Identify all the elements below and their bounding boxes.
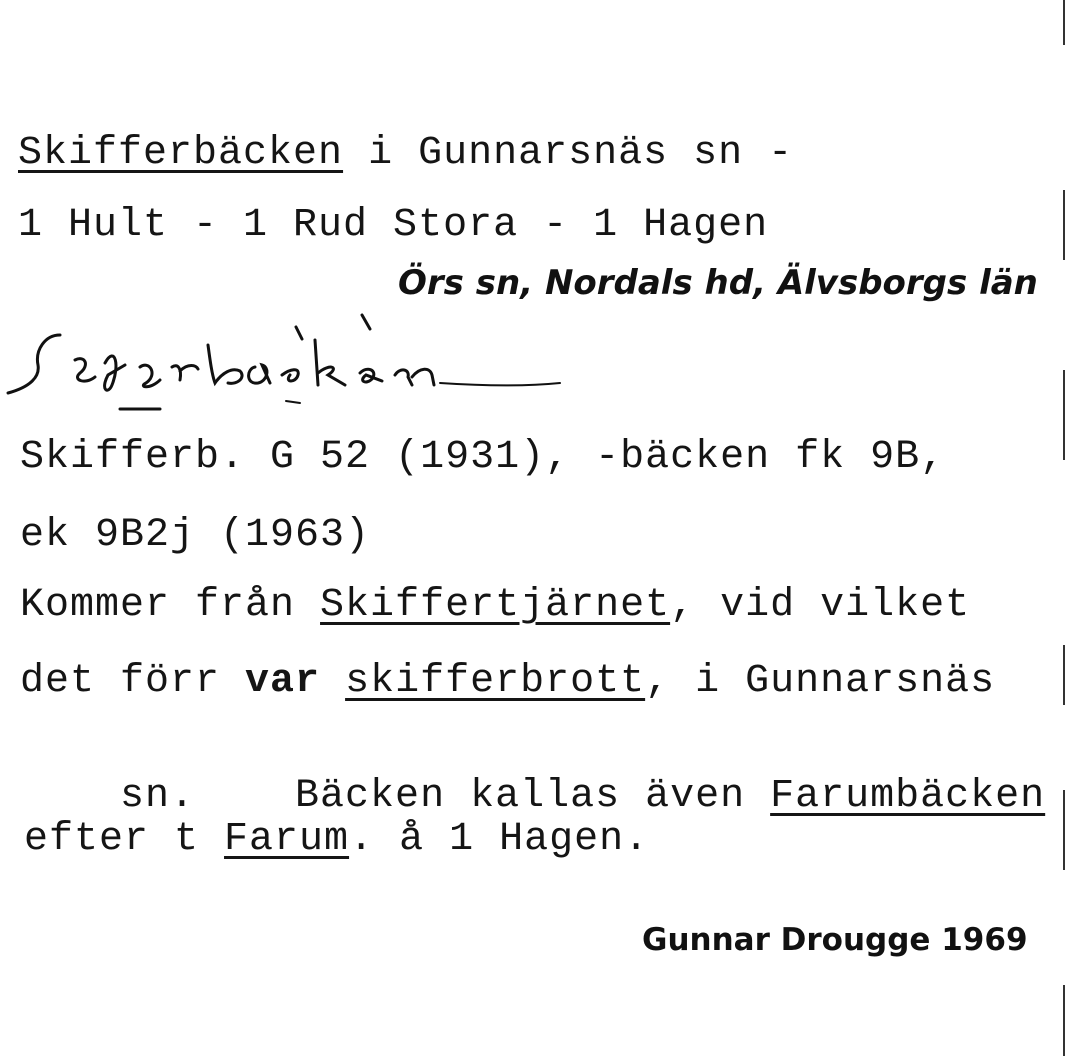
alternate-name: Farumbäcken bbox=[770, 774, 1046, 819]
referenced-lake: Skiffertjärnet bbox=[320, 583, 671, 628]
farms-line: 1 Hult - 1 Rud Stora - 1 Hagen bbox=[18, 203, 769, 248]
body-text bbox=[320, 659, 345, 704]
body-text: det förr bbox=[20, 659, 246, 704]
card-edge-line bbox=[1063, 0, 1065, 45]
body-text: , vid vilket bbox=[670, 583, 971, 628]
body-text: sn. Bäcken kallas även bbox=[120, 774, 771, 819]
handwritten-pronunciation bbox=[0, 305, 615, 425]
place-name: Skifferbäcken bbox=[18, 131, 344, 176]
card-edge-line bbox=[1063, 370, 1065, 460]
heading-rest: i Gunnarsnäs sn - bbox=[343, 131, 794, 176]
body-line-1 bbox=[20, 583, 971, 628]
pronunciation-text: Sḕfərbǟkən bbox=[610, 305, 615, 306]
referenced-quarry: skifferbrott bbox=[345, 659, 646, 704]
body-text-bold: var bbox=[245, 659, 321, 704]
sources-line-1: Skifferb. G 52 (1931), -bäcken fk 9B, bbox=[20, 435, 946, 480]
signature-stamp: Gunnar Drougge 1969 bbox=[642, 922, 1028, 958]
card-edge-line bbox=[1063, 190, 1065, 260]
body-text: . å 1 Hagen. bbox=[349, 817, 650, 862]
body-line-2 bbox=[20, 659, 996, 704]
card-edge-line bbox=[1063, 645, 1065, 705]
body-text: Kommer från bbox=[20, 583, 321, 628]
location-stamp: Örs sn, Nordals hd, Älvsborgs län bbox=[398, 263, 1038, 303]
heading-line bbox=[18, 131, 794, 176]
body-text: , i Gunnarsnäs bbox=[645, 659, 996, 704]
sources-line-2: ek 9B2j (1963) bbox=[20, 513, 371, 558]
referenced-farm: Farum bbox=[224, 817, 350, 862]
body-line-4 bbox=[24, 817, 650, 862]
card-edge-line bbox=[1063, 790, 1065, 870]
body-text: efter t bbox=[24, 817, 225, 862]
card-edge-line bbox=[1063, 985, 1065, 1056]
